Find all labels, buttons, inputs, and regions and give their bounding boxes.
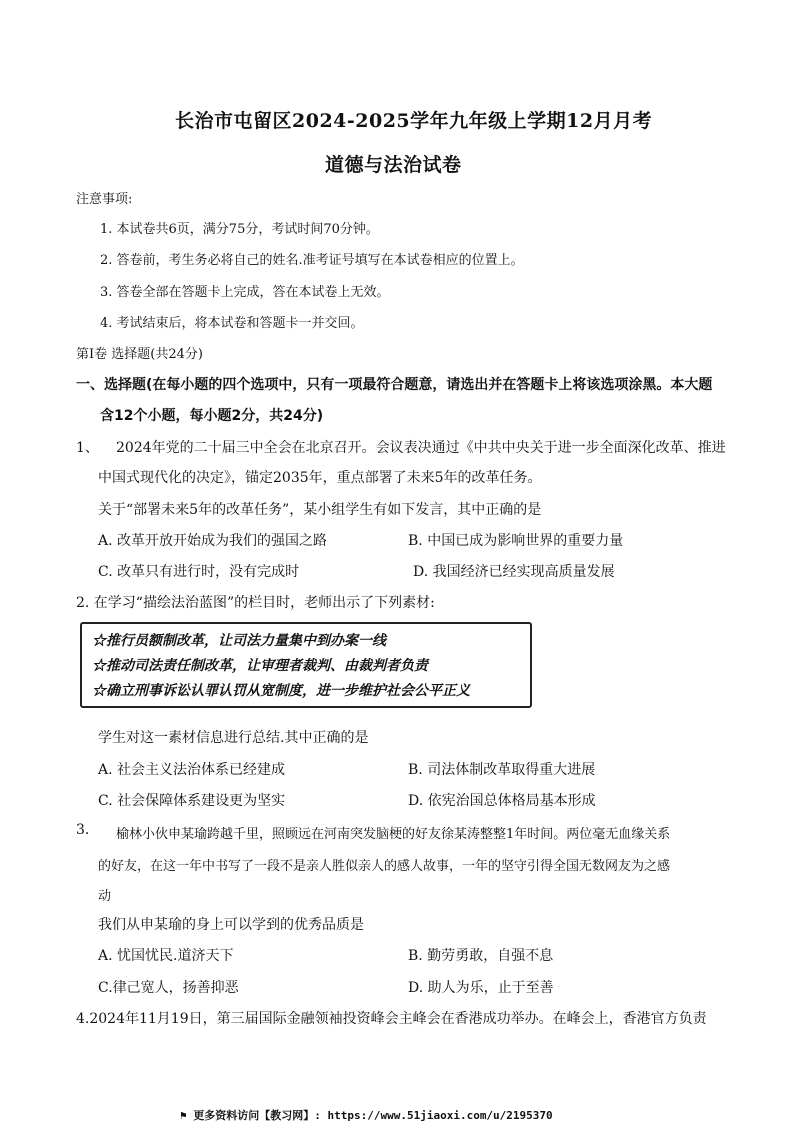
material-line: ☆确立刑事诉讼认罪认罚从宽制度，进一步维护社会公平正义	[92, 683, 470, 699]
notice-item: 3. 答卷全部在答题卡上完成，答在本试卷上无效。	[100, 285, 390, 300]
question-stem: 2024年党的二十届三中全会在北京召开。会议表决通过《中共中央关于进一步全面深化改革、推进	[116, 440, 726, 456]
option-c: C. 社会保障体系建设更为坚实	[98, 793, 286, 809]
material-box	[80, 622, 532, 708]
question-prompt: 关于“部署未来5年的改革任务”，某小组学生有如下发言，其中正确的是	[98, 502, 542, 518]
option-c: C.律己宽人，扬善抑恶	[98, 980, 239, 996]
exam-title: 长治市屯留区2024-2025学年九年级上学期12月月考	[175, 110, 653, 132]
option-a: A. 社会主义法治体系已经建成	[98, 762, 286, 778]
part-label: 第Ⅰ卷 选择题(共24分)	[76, 347, 203, 362]
footer	[180, 1107, 553, 1123]
question-stem: 的好友，在这一年中书写了一段不是亲人胜似亲人的感人故事，一年的坚守引得全国无数网友为之感	[98, 859, 671, 874]
option-a: A. 改革开放开始成为我们的强国之路	[98, 533, 328, 549]
question-stem: 4.2024年11月19日，第三届国际金融领袖投资峰会主峰会在香港成功举办。在峰会上，香港官方负责	[76, 1011, 707, 1027]
option-d: D. 依宪治国总体格局基本形成	[408, 793, 596, 809]
section-instruction-line1: 一、选择题(在每小题的四个选项中，只有一项最符合题意，请选出并在答题卡上将该选项涂黑。本大题	[76, 377, 713, 393]
option-a: A. 忧国忧民.道济天下	[98, 948, 234, 964]
footer-link[interactable]: 更多资料访问【教习网】: https://www.51jiaoxi.com/u/2195370	[193, 1109, 553, 1122]
notice-item: 4. 考试结束后，将本试卷和答题卡一并交回。	[100, 316, 364, 331]
question-stem: 中国式现代化的决定》，锚定2035年，重点部署了未来5年的改革任务。	[98, 470, 542, 486]
question-stem: 2. 在学习“描绘法治蓝图”的栏目时，老师出示了下列素材:	[76, 595, 435, 611]
notice-heading: 注意事项:	[76, 192, 133, 207]
exam-subtitle: 道德与法治试卷	[325, 154, 462, 176]
section-instruction-line2: 含12个小题，每小题2分，共24分)	[100, 408, 324, 424]
material-line: ☆推行员额制改革，让司法力量集中到办案一线	[92, 633, 386, 649]
question-stem: 动	[98, 889, 112, 904]
option-d: D. 助人为乐，止于至善	[408, 980, 554, 996]
option-d: D. 我国经济已经实现高质量发展	[413, 564, 615, 580]
question-prompt: 学生对这一素材信息进行总结.其中正确的是	[98, 730, 369, 746]
question-prompt: 我们从申某瑜的身上可以学到的优秀品质是	[98, 917, 364, 933]
material-line: ☆推动司法责任制改革，让审理者裁判、由裁判者负责	[92, 658, 428, 674]
option-b: B. 中国已成为影响世界的重要力量	[408, 533, 624, 549]
flag-icon: ⚑	[180, 1109, 194, 1122]
option-c: C. 改革只有进行时，没有完成时	[98, 564, 300, 580]
notice-item: 2. 答卷前，考生务必将自己的姓名.准考证号填写在本试卷相应的位置上。	[100, 253, 524, 268]
question-number: 1、	[76, 440, 99, 456]
question-number: 3.	[76, 822, 90, 838]
question-stem: 榆林小伙申某瑜跨越千里，照顾远在河南突发脑梗的好友徐某涛整整1年时间。两位毫无血缘关系	[116, 827, 671, 842]
option-b: B. 司法体制改革取得重大进展	[408, 762, 596, 778]
option-b: B. 勤劳勇敢，自强不息	[408, 948, 554, 964]
notice-item: 1. 本试卷共6页，满分75分，考试时间70分钟。	[100, 222, 379, 237]
